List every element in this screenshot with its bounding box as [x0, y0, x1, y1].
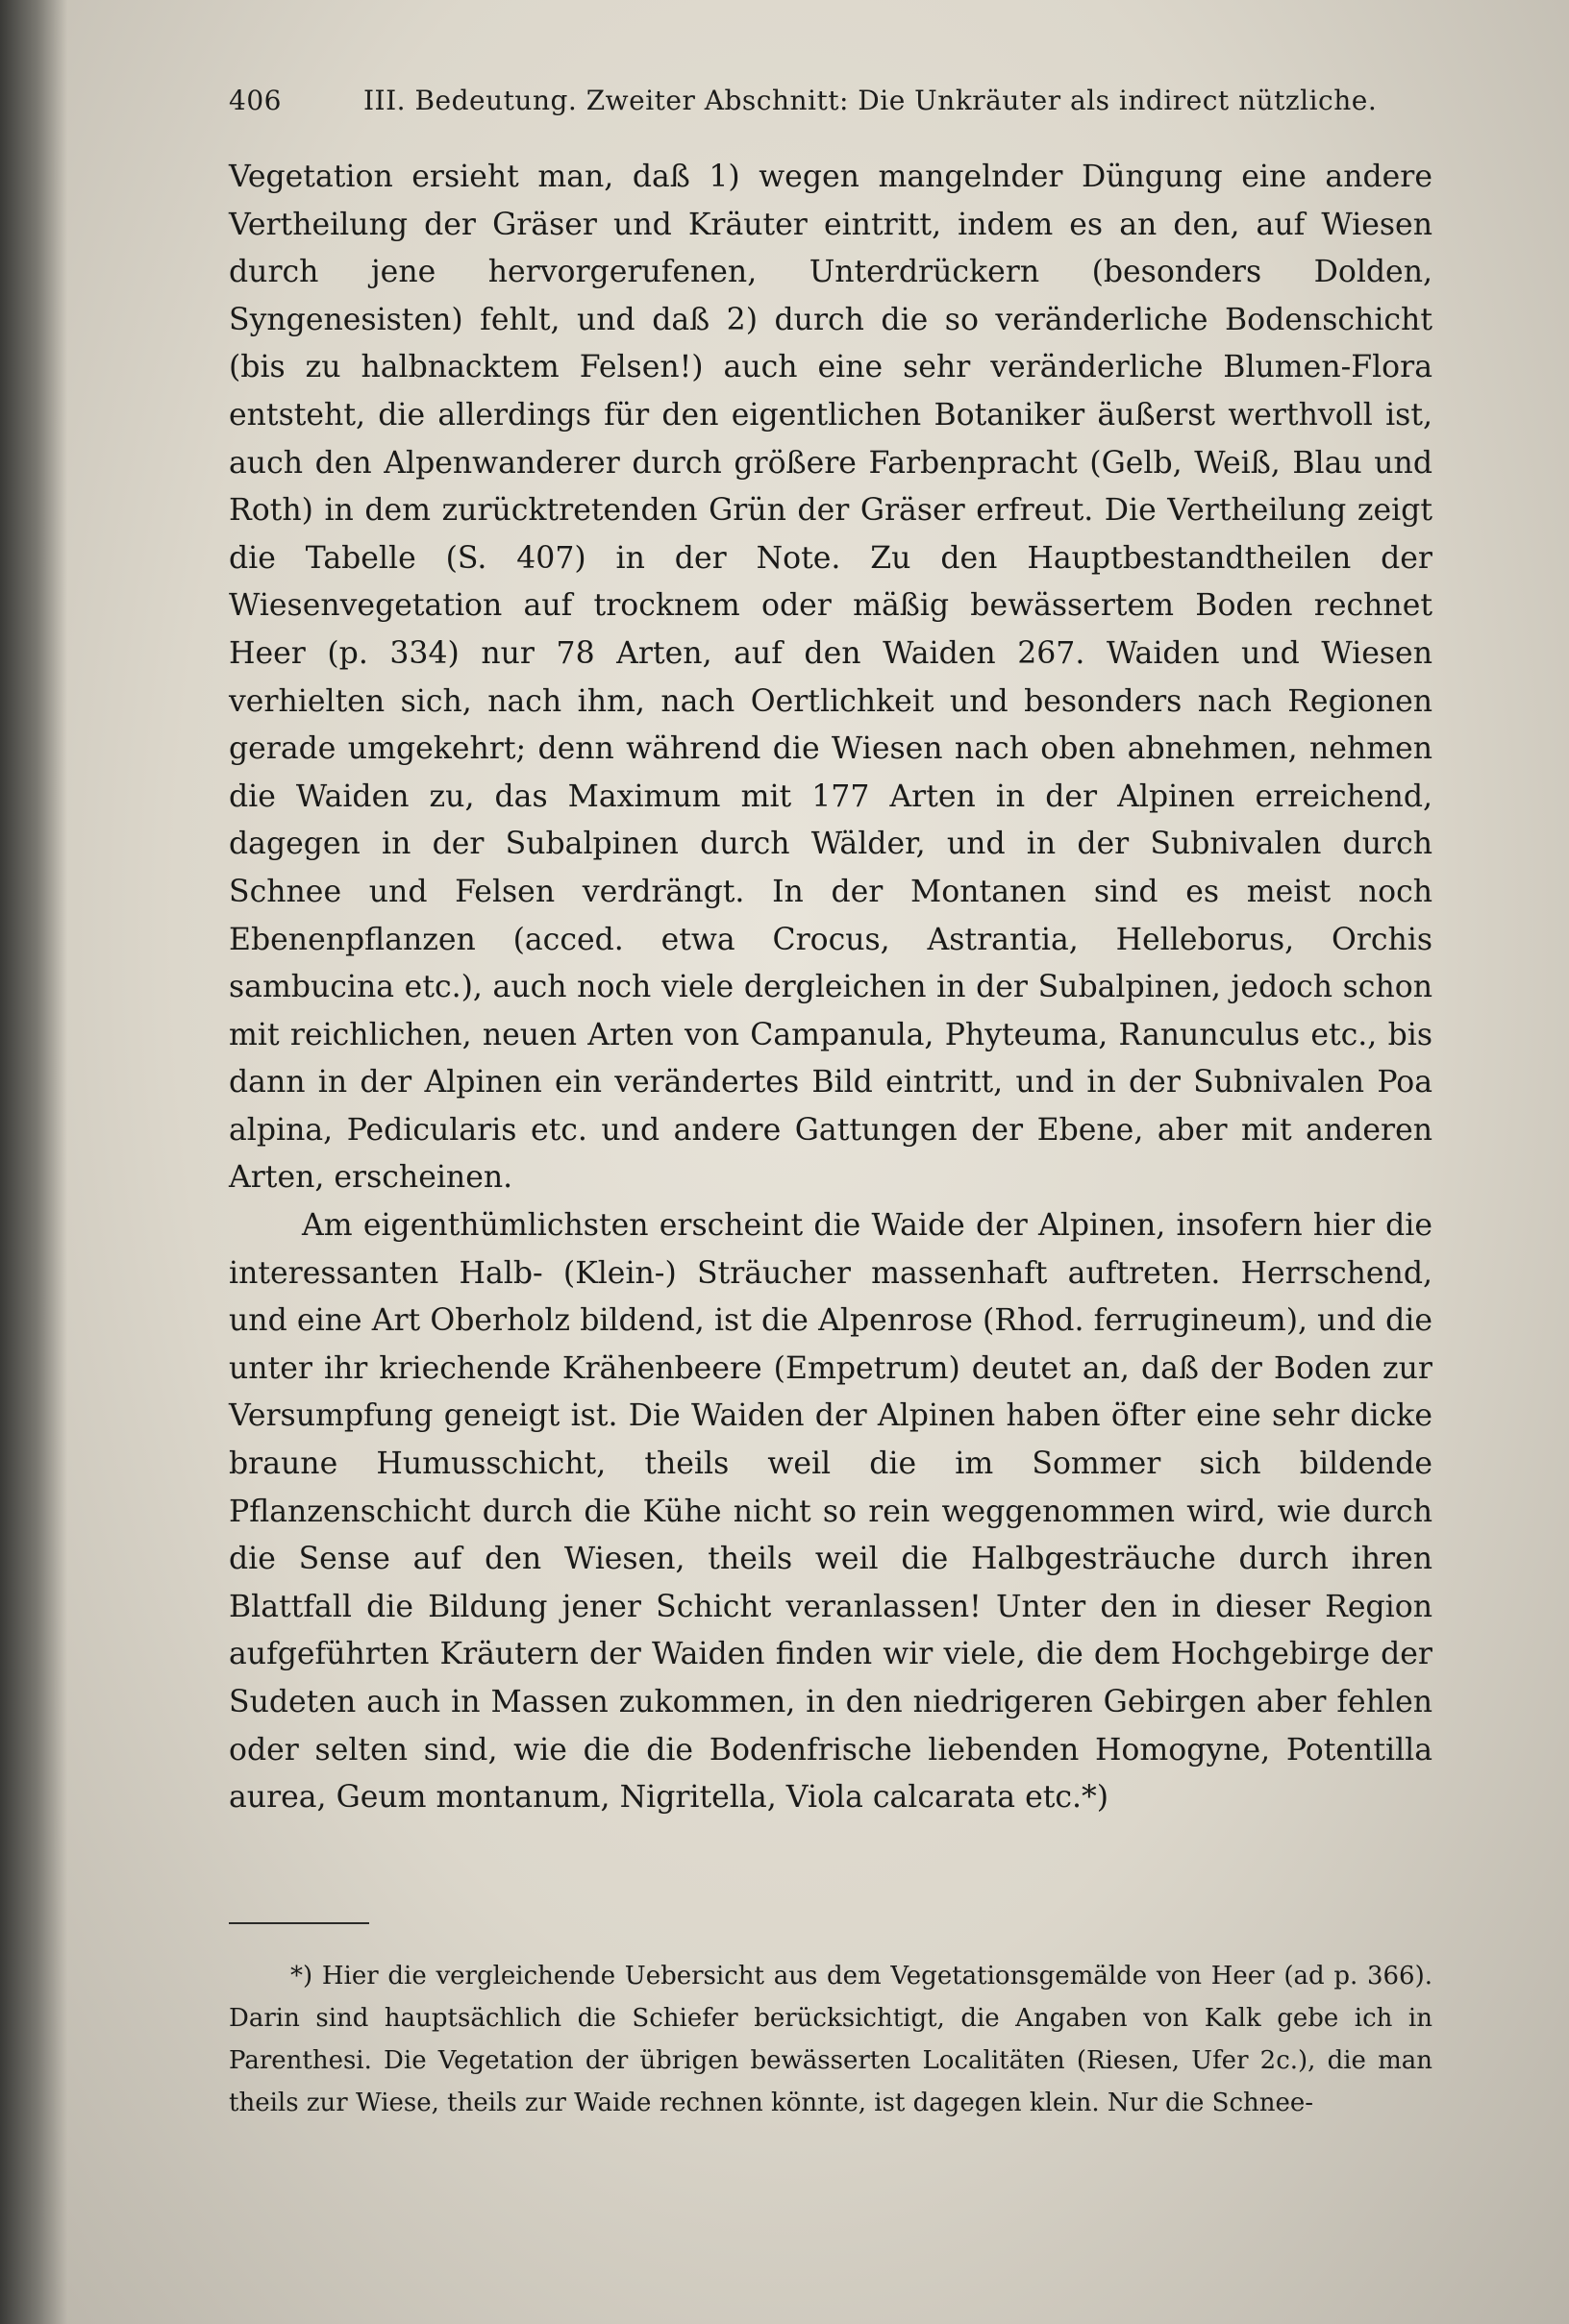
footnote-separator	[229, 1922, 369, 1924]
page-header	[229, 85, 1431, 123]
page-edge-shadow	[0, 0, 67, 2324]
footnote-text: *) Hier die vergleichende Uebersicht aus dem Vegetationsgemälde von Heer (ad p. 366). Darin sind hauptsächlich die Schiefer berücksichtigt, die Angaben von Kalk gebe ich in Parenthesi. Die Vegetation der übrigen bewässerten Localitäten (Riesen, Ufer 2c.), die man theils zur Wiese, theils zur Waide rechnen könnte, ist dagegen klein. Nur die Schnee-	[229, 1962, 1432, 2117]
paragraph-1: Vegetation ersieht man, daß 1) wegen mangelnder Düngung eine andere Vertheilung der Gräser und Kräuter eintritt, indem es an den, auf Wiesen durch jene hervorgerufenen, Unterdrückern (besonders Dolden, Syngenesisten) fehlt, und daß 2) durch die so veränderliche Bodenschicht (bis zu halbnacktem Felsen!) auch eine sehr veränderliche Blumen-Flora entsteht, die allerdings für den eigentlichen Botaniker äußerst werthvoll ist, auch den Alpenwanderer durch größere Farbenpracht (Gelb, Weiß, Blau und Roth) in dem zurücktretenden Grün der Gräser erfreut. Die Vertheilung zeigt die Tabelle (S. 407) in der Note. Zu den Hauptbestandtheilen der Wiesenvegetation auf trocknem oder mäßig bewässertem Boden rechnet Heer (p. 334) nur 78 Arten, auf den Waiden 267. Waiden und Wiesen verhielten sich, nach ihm, nach Oertlichkeit und besonders nach Regionen gerade umgekehrt; denn während die Wiesen nach oben abnehmen, nehmen die Waiden zu, das Maximum mit 177 Arten in der Alpinen erreichend, dagegen in der Subalpinen durch Wälder, und in der Subnivalen durch Schnee und Felsen verdrängt. In der Montanen sind es meist noch Ebenenpflanzen (acced. etwa Crocus, Astrantia, Helleborus, Orchis sambucina etc.), auch noch viele dergleichen in der Subalpinen, jedoch schon mit reichlichen, neuen Arten von Campanula, Phyteuma, Ranunculus etc., bis dann in der Alpinen ein verändertes Bild eintritt, und in der Subnivalen Poa alpina, Pedicularis etc. und andere Gattungen der Ebene, aber mit anderen Arten, erscheinen.	[229, 160, 1432, 1196]
paragraph-2: Am eigenthümlichsten erscheint die Waide der Alpinen, insofern hier die interessanten Halb- (Klein-) Sträucher massenhaft auftreten. Herrschend, und eine Art Oberholz bildend, ist die Alpenrose (Rhod. ferrugineum), und die unter ihr kriechende Krähenbeere (Empetrum) deutet an, daß der Boden zur Versumpfung geneigt ist. Die Waiden der Alpinen haben öfter eine sehr dicke braune Humusschicht, theils weil die im Sommer sich bildende Pflanzenschicht durch die Kühe nicht so rein weggenommen wird, wie durch die Sense auf den Wiesen, theils weil die Halbgesträuche durch ihren Blattfall die Bildung jener Schicht veranlassen! Unter den in dieser Region aufgeführten Kräutern der Waiden finden wir viele, die dem Hochgebirge der Sudeten auch in Massen zukommen, in den niedrigeren Gebirgen aber fehlen oder selten sind, wie die die Bodenfrische liebenden Homogyne, Potentilla aurea, Geum montanum, Nigritella, Viola calcarata etc.*)	[229, 1208, 1432, 1816]
main-text	[229, 154, 1432, 1822]
running-title: III. Bedeutung. Zweiter Abschnitt: Die Unkräuter als indirect nützliche.	[363, 85, 1378, 116]
footnote	[229, 1955, 1432, 2124]
page-number: 406	[229, 85, 282, 116]
